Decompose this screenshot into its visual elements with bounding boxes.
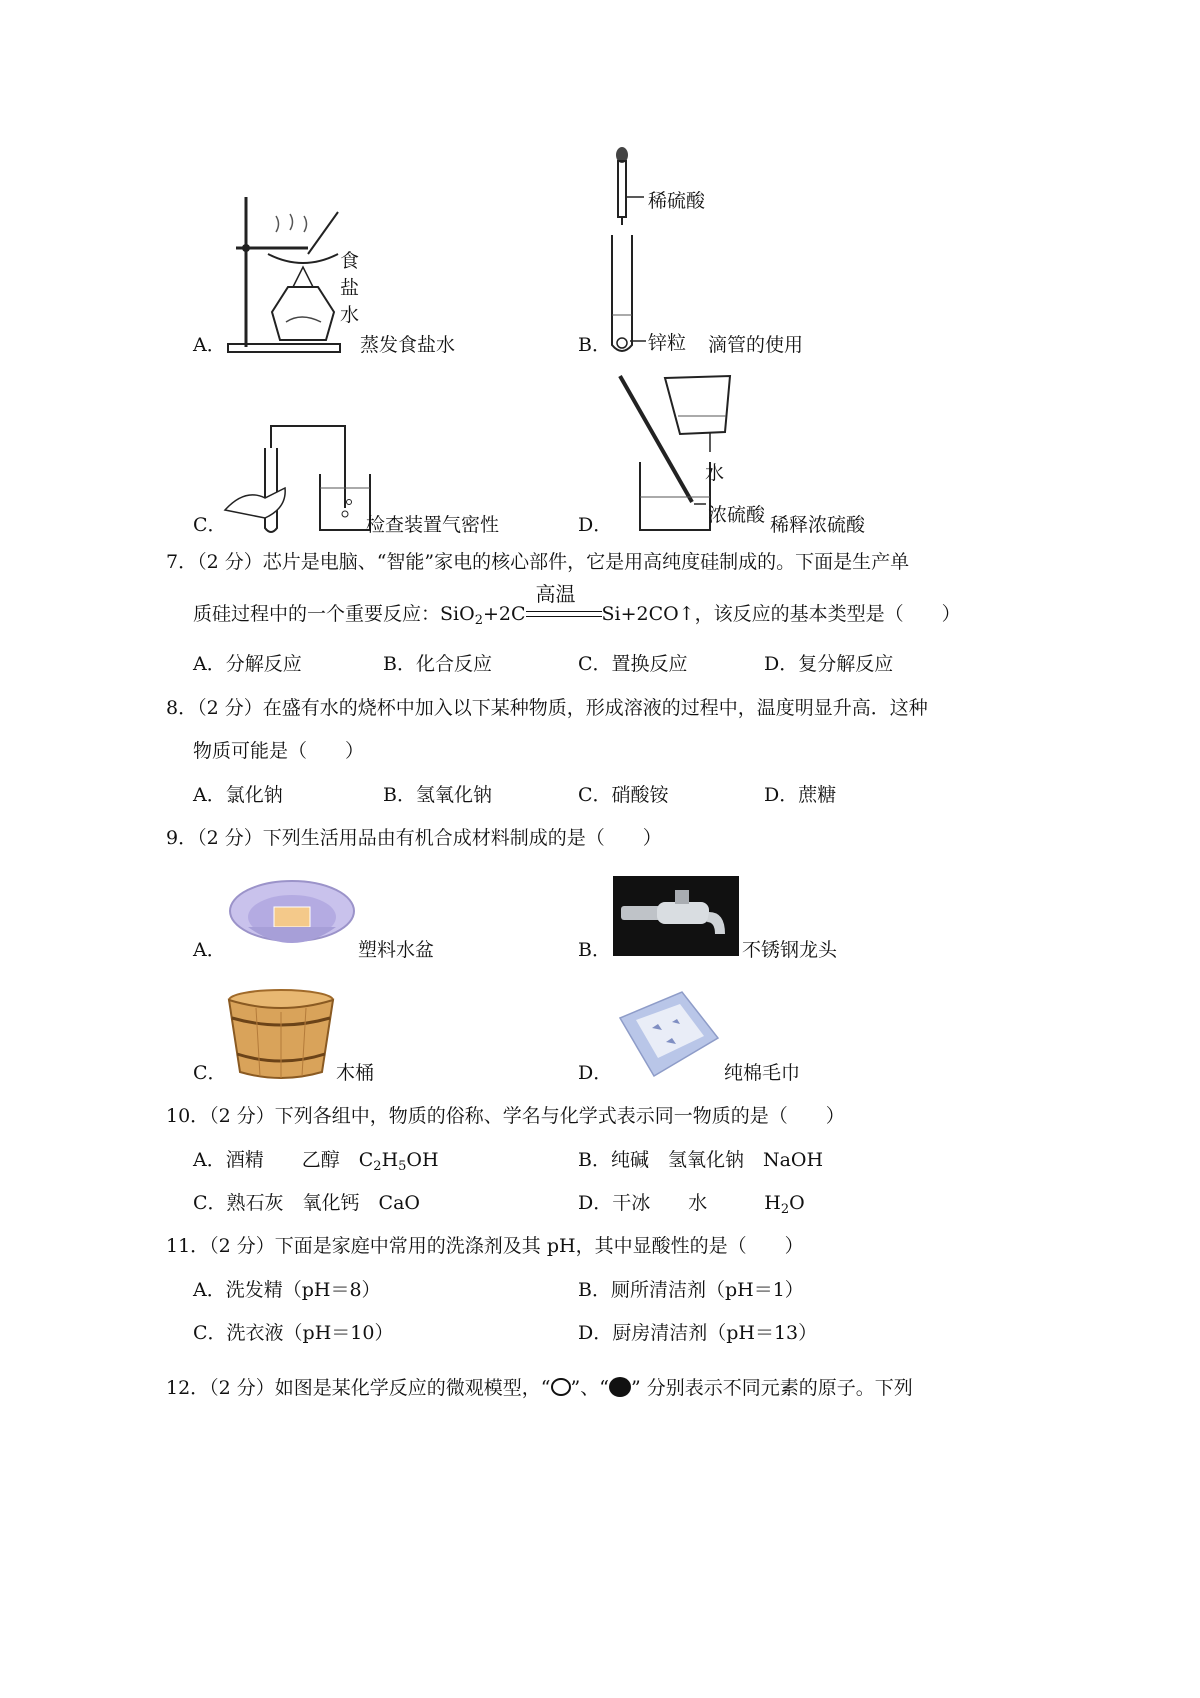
q9-option-b-letter[interactable]: B． xyxy=(578,939,611,961)
q8-stem-line2: 物质可能是（ ） xyxy=(193,740,365,762)
stainless-faucet-image xyxy=(613,876,739,956)
dropper-test-tube-figure xyxy=(608,145,708,355)
formula-subscript: 5 xyxy=(398,1159,407,1174)
fig-label-water: 水 xyxy=(705,462,725,484)
q10-option-c[interactable]: C．熟石灰 氧化钙 CaO xyxy=(193,1192,420,1214)
q6-option-d-caption: 稀释浓硫酸 xyxy=(770,514,866,536)
q9-option-d-letter[interactable]: D． xyxy=(578,1062,613,1084)
black-atom-icon xyxy=(609,1377,631,1397)
formula-part: H xyxy=(381,1149,399,1171)
q6-option-c-letter[interactable]: C． xyxy=(193,514,227,536)
equation-subscript: 2 xyxy=(474,613,483,628)
equation-reactant-a: SiO xyxy=(440,603,475,625)
q9-option-c-caption: 木桶 xyxy=(336,1062,375,1084)
equation-products: Si+2CO↑ xyxy=(601,603,695,625)
wooden-bucket-image xyxy=(226,988,336,1080)
fig-label-concentrated-sulfuric-acid: 浓硫酸 xyxy=(708,504,766,526)
formula-part: C xyxy=(358,1149,374,1171)
formula-subscript: 2 xyxy=(373,1159,382,1174)
q7-stem-line2 xyxy=(193,582,961,628)
q8-option-c[interactable]: C．硝酸铵 xyxy=(578,784,669,806)
cotton-towel-image xyxy=(612,988,722,1080)
q6-option-b-letter[interactable]: B． xyxy=(578,334,611,356)
q7-option-d[interactable]: D．复分解反应 xyxy=(764,653,894,675)
fig-label-yan: 盐 xyxy=(340,277,360,299)
equation-reactant-b: +2C xyxy=(482,603,526,625)
q11-option-a[interactable]: A．洗发精（pH＝8） xyxy=(193,1279,381,1301)
q12-stem-end: ” 分别表示不同元素的原子。下列 xyxy=(630,1377,913,1399)
q9-stem: 9．（2 分）下列生活用品由有机合成材料制成的是（ ） xyxy=(166,827,662,849)
q7-stem-line1: 7．（2 分）芯片是电脑、“智能”家电的核心部件，它是用高纯度硅制成的。下面是生产单 xyxy=(166,551,910,573)
q12-stem-middle: ”、“ xyxy=(570,1377,609,1399)
q6-option-b-caption: 滴管的使用 xyxy=(708,334,804,356)
q6-option-c-caption: 检查装置气密性 xyxy=(366,514,500,536)
q10-option-a-names: A．酒精 乙醇 xyxy=(193,1149,359,1171)
q8-option-b[interactable]: B．氢氧化钠 xyxy=(383,784,492,806)
q6-option-d-letter[interactable]: D． xyxy=(578,514,613,536)
q10-option-b[interactable]: B．纯碱 氢氧化钠 NaOH xyxy=(578,1149,824,1171)
formula-part: O xyxy=(789,1192,805,1214)
formula-part: OH xyxy=(406,1149,439,1171)
q7-option-c[interactable]: C．置换反应 xyxy=(578,653,688,675)
white-atom-icon xyxy=(551,1378,571,1396)
fig-label-shi: 食 xyxy=(340,250,360,272)
fig-label-dilute-sulfuric-acid: 稀硫酸 xyxy=(648,190,706,212)
q8-stem-line1: 8．（2 分）在盛有水的烧杯中加入以下某种物质，形成溶液的过程中，温度明显升高．这种 xyxy=(166,697,928,719)
q11-option-d[interactable]: D．厨房清洁剂（pH＝13） xyxy=(578,1322,818,1344)
fig-label-shui: 水 xyxy=(340,304,360,326)
q11-option-c[interactable]: C．洗衣液（pH＝10） xyxy=(193,1322,394,1344)
q9-option-d-caption: 纯棉毛巾 xyxy=(724,1062,801,1084)
q8-option-d[interactable]: D．蔗糖 xyxy=(764,784,837,806)
formula-subscript: 2 xyxy=(780,1202,790,1217)
plastic-basin-image xyxy=(228,877,356,957)
q9-option-a-letter[interactable]: A． xyxy=(193,939,226,961)
q12-stem xyxy=(166,1377,913,1398)
q12-stem-start: 12．（2 分）如图是某化学反应的微观模型，“ xyxy=(166,1377,551,1399)
q7-option-a[interactable]: A．分解反应 xyxy=(193,653,302,675)
q11-stem: 11．（2 分）下面是家庭中常用的洗涤剂及其 pH，其中显酸性的是（ ） xyxy=(166,1235,804,1257)
q7-stem-text: 质硅过程中的一个重要反应： xyxy=(193,603,441,625)
q11-option-b[interactable]: B．厕所清洁剂（pH＝1） xyxy=(578,1279,804,1301)
q7-stem-end: ，该反应的基本类型是（ ） xyxy=(694,603,961,625)
equation-condition: 高温 xyxy=(535,582,576,606)
q10-option-d-names: D．干冰 水 xyxy=(578,1192,765,1214)
q10-option-a[interactable] xyxy=(193,1151,439,1173)
equation-equals-sign xyxy=(526,611,602,617)
airtightness-check-figure xyxy=(225,418,375,538)
q9-option-b-caption: 不锈钢龙头 xyxy=(742,939,838,961)
q6-option-a-letter[interactable]: A． xyxy=(193,334,226,356)
q10-stem: 10．（2 分）下列各组中，物质的俗称、学名与化学式表示同一物质的是（ ） xyxy=(166,1105,845,1127)
formula-part: H xyxy=(764,1192,781,1214)
q6-option-a-caption: 蒸发食盐水 xyxy=(360,334,456,356)
q9-option-a-caption: 塑料水盆 xyxy=(358,939,435,961)
q10-option-d[interactable] xyxy=(578,1194,805,1216)
q7-option-b[interactable]: B．化合反应 xyxy=(383,653,492,675)
q9-option-c-letter[interactable]: C． xyxy=(193,1062,227,1084)
fig-label-zinc-granules: 锌粒 xyxy=(648,332,687,354)
q8-option-a[interactable]: A．氯化钠 xyxy=(193,784,283,806)
